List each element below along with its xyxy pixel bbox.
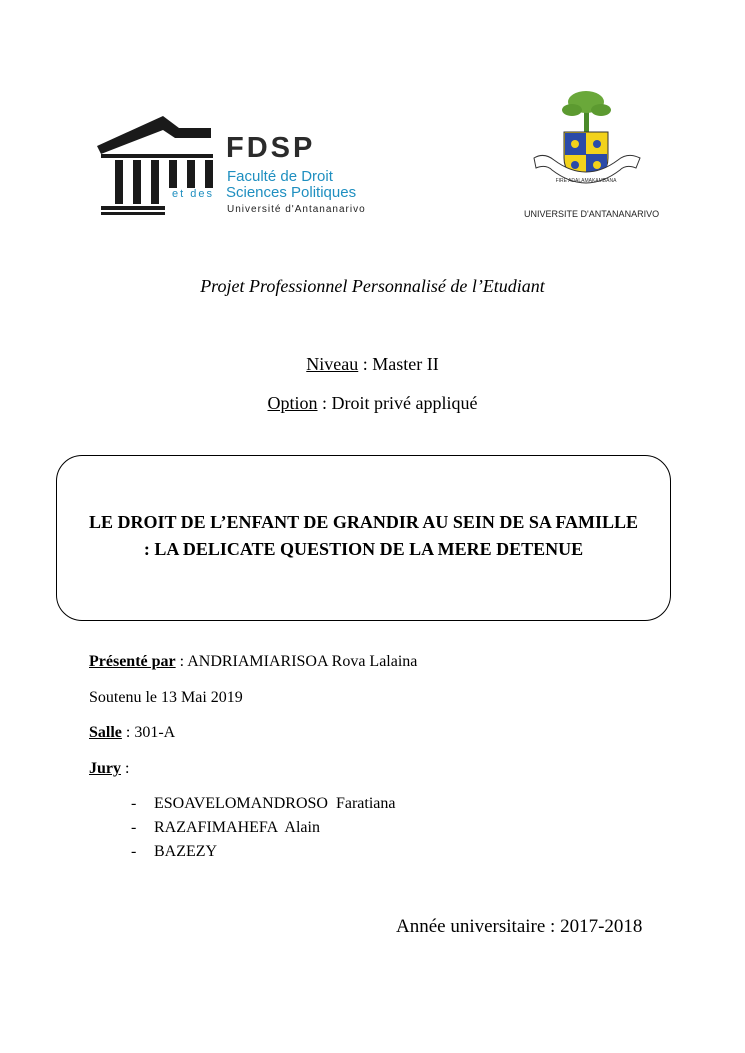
university-crest-icon <box>524 88 650 206</box>
fdsp-logo <box>93 108 375 220</box>
fdsp-university-line: Université d'Antananarivo <box>227 204 366 215</box>
jury-member <box>131 795 395 813</box>
presented-by-line <box>89 653 417 671</box>
room-value: : 301-A <box>121 724 176 741</box>
niveau-label: Niveau <box>306 354 359 374</box>
option-value: : Droit privé appliqué <box>317 393 478 413</box>
fdsp-prefix: et des <box>172 188 214 200</box>
room-line <box>89 724 175 742</box>
university-label: UNIVERSITE D'ANTANANARIVO <box>524 209 660 219</box>
thesis-title: LE DROIT DE L’ENFANT DE GRANDIR AU SEIN DE SA FAMILLE : LA DELICATE QUESTION DE LA MERE DETENUE <box>88 512 639 559</box>
university-motto: FIRE ADALAMAKAMBANA <box>555 178 617 184</box>
jury-bullet: - <box>131 795 137 812</box>
option-line <box>0 393 745 414</box>
niveau-line <box>0 354 745 375</box>
jury-member-name: RAZAFIMAHEFA Alain <box>154 819 320 836</box>
room-label: Salle <box>89 724 122 741</box>
jury-line <box>89 760 129 778</box>
thesis-title-box <box>56 455 671 621</box>
jury-member <box>131 843 217 861</box>
jury-member-name: BAZEZY <box>154 843 218 860</box>
defense-date: Soutenu le 13 Mai 2019 <box>89 689 243 706</box>
presented-by-label: Présenté par <box>89 653 176 670</box>
academic-year: Année universitaire : 2017-2018 <box>396 916 643 937</box>
jury-bullet: - <box>131 819 137 836</box>
jury-label: Jury <box>89 760 121 777</box>
fdsp-acronym: FDSP <box>226 132 316 164</box>
jury-member-name: ESOAVELOMANDROSO Faratiana <box>154 795 396 812</box>
jury-member <box>131 819 320 837</box>
niveau-value: : Master II <box>358 354 439 374</box>
fdsp-sciences-line: Sciences Politiques <box>226 184 357 201</box>
jury-bullet: - <box>131 843 137 860</box>
project-title: Projet Professionnel Personnalisé de l’Etudiant <box>200 276 545 296</box>
presented-by-value: : ANDRIAMIARISOA Rova Lalaina <box>175 653 418 670</box>
university-seal <box>524 88 660 226</box>
option-label: Option <box>267 393 318 413</box>
fdsp-faculty-line: Faculté de Droit <box>227 168 333 185</box>
jury-suffix: : <box>121 760 130 777</box>
